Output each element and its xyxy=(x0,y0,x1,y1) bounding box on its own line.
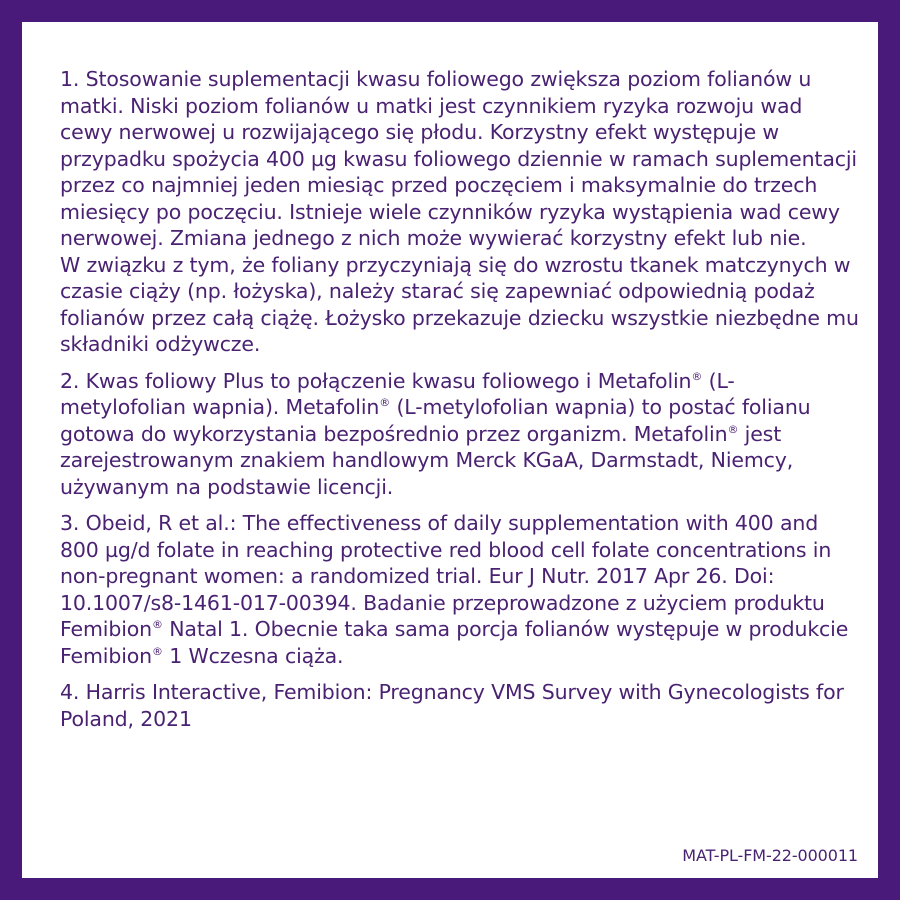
footnote-3 xyxy=(60,510,860,669)
footnote-2-part-2: (L-metylofolian wapnia). Metafolin xyxy=(60,368,735,419)
footnote-2-text xyxy=(60,368,860,501)
page-frame xyxy=(22,22,878,878)
footnote-1 xyxy=(60,66,860,358)
footnote-3-part-3: 1 Wczesna ciąża. xyxy=(162,643,344,668)
footnote-2-part-3: (L-metylofolian wapnia) to postać folianu gotowa do wykorzystania bezpośrednio przez organizm. Metafolin xyxy=(60,395,811,446)
footnote-1-paragraph-1: 1. Stosowanie suplementacji kwasu foliowego zwiększa poziom folianów u matki. Niski poziom folianów u matki jest czynnikiem ryzyka rozwoju wad cewy nerwowej u rozwijającego się płodu. Korzystny efekt występuje w przypadku spożycia 400 µg kwasu foliowego dziennie w ramach suplementacji przez co najmniej jeden miesiąc przed poczęciem i maksymalnie do trzech miesięcy po poczęciu. Istnieje wiele czynników ryzyka wystąpienia wad cewy nerwowej. Zmiana jednego z nich może wywierać korzystny efekt lub nie. xyxy=(60,67,857,250)
footnote-3-part-1: 3. Obeid, R et al.: The effectiveness of daily supplementation with 400 and 800 µg/d folate in reaching protective red blood cell folate concentrations in non-pregnant women: a randomized trial. Eur J Nutr. 2017 Apr 26. Doi: 10.1007/s8-1461-017-00394. Badanie przeprowadzone z użyciem produktu Femibion xyxy=(60,511,832,641)
registered-mark: ® xyxy=(152,618,163,631)
registered-mark: ® xyxy=(152,644,163,658)
registered-mark: ® xyxy=(379,396,391,409)
registered-mark: ® xyxy=(691,369,703,383)
footnote-2-part-1: 2. Kwas foliowy Plus to połączenie kwasu foliowego i Metafolin xyxy=(60,368,692,393)
footnote-3-part-2: Natal 1. Obecnie taka sama porcja folianów występuje w produkcie Femibion xyxy=(60,617,849,668)
document-code: MAT-PL-FM-22-000011 xyxy=(682,846,858,865)
footnote-1-paragraph-2: W związku z tym, że foliany przyczyniają się do wzrostu tkanek matczynych w czasie ciąży (np. łożyska), należy starać się zapewniać odpowiednią podaż folianów przez całą ciążę. Łożysko przekazuje dziecku wszystkie niezbędne mu składniki odżywcze. xyxy=(60,252,859,356)
footnote-4 xyxy=(60,679,860,732)
footnotes xyxy=(60,66,860,732)
footnote-2-part-4: jest zarejestrowanym znakiem handlowym Merck KGaA, Darmstadt, Niemcy, używanym na podstawie licencji. xyxy=(60,421,794,499)
footnote-2 xyxy=(60,368,860,501)
footnote-4-text: 4. Harris Interactive, Femibion: Pregnancy VMS Survey with Gynecologists for Poland, 2021 xyxy=(60,680,844,731)
registered-mark: ® xyxy=(727,422,739,436)
footnote-3-text xyxy=(60,510,860,669)
